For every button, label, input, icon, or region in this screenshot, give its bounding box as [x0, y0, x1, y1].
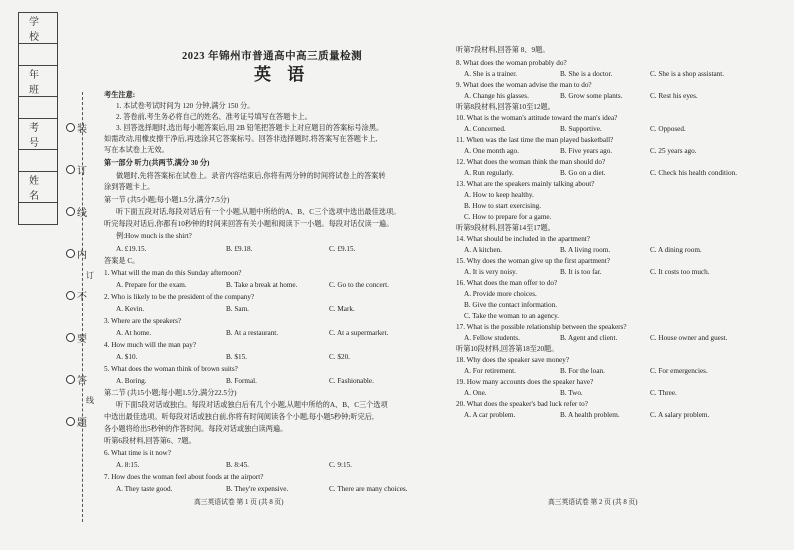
seal-circle-icon [66, 375, 75, 384]
option[interactable]: B. She is a doctor. [560, 70, 613, 78]
option[interactable]: C. $20. [329, 353, 350, 361]
section1-intro-line: 听下面五段对话,每段对话后有一个小题,从题中所给的A、B、C三个选项中选出最佳选项。 [116, 208, 401, 216]
seal-char-ti: 题 [66, 414, 92, 429]
question: 13. What are the speakers mainly talking about? [456, 180, 595, 188]
option[interactable]: C. A salary problem. [650, 411, 710, 419]
line-mark-xian: 线 [86, 396, 94, 405]
option[interactable]: B. Agent and client. [560, 334, 618, 342]
seal-circle-icon [66, 333, 75, 342]
option[interactable]: A. Fellow students. [464, 334, 520, 342]
question: 2. Who is likely to be the president of the company? [104, 293, 255, 301]
option: A. £19.15. [116, 245, 147, 253]
name-field[interactable] [19, 203, 58, 225]
section2-intro-line: 各小题将给出5秒钟的作答时间。每段对话或独白读两遍。 [104, 425, 288, 433]
seal-circle-icon [66, 249, 75, 258]
option[interactable]: A. Kevin. [116, 305, 145, 313]
question: 15. Why does the woman give up the first apartment? [456, 257, 610, 265]
seal-char-xian: 线 [66, 204, 92, 219]
question: 9. What does the woman advise the man to do? [456, 81, 592, 89]
option[interactable]: B. $15. [226, 353, 247, 361]
option[interactable]: C. A dining room. [650, 246, 702, 254]
question: 17. What is the possible relationship between the speakers? [456, 323, 627, 331]
section1-intro-line: 听完每段对话后,你都有10秒钟的时间来回答有关小题和阅读下一小题。每段对话仅读一遍。 [104, 220, 394, 228]
example-question: 例:How much is the shirt? [116, 232, 192, 240]
section1-heading: 第一节 (共5小题;每小题1.5分,满分7.5分) [104, 196, 230, 204]
option[interactable]: C. 9:15. [329, 461, 352, 469]
section2-intro-line: 听第6段材料,回答第6、7题。 [104, 437, 196, 445]
seal-circle-icon [66, 207, 75, 216]
student-info-table [18, 12, 58, 225]
page-2 [448, 0, 778, 550]
option[interactable]: A. $10. [116, 353, 138, 361]
option[interactable]: C. It costs too much. [650, 268, 710, 276]
option[interactable]: B. Go on a diet. [560, 169, 606, 177]
option[interactable]: B. Grow some plants. [560, 92, 623, 100]
option[interactable]: A. She is a trainer. [464, 70, 518, 78]
question: 1. What will the man do this Sunday afternoon? [104, 269, 242, 277]
question: 12. What does the woman think the man should do? [456, 158, 606, 166]
seal-circle-icon [66, 165, 75, 174]
option[interactable]: C. Check his health condition. [650, 169, 738, 177]
page-footer: 高三英语试卷 第 2 页 (共 8 页) [548, 499, 638, 506]
question: 7. How does the woman feel about foods at the airport? [104, 473, 264, 481]
question: 5. What does the woman think of brown suits? [104, 365, 238, 373]
section-lead: 听第8段材料,回答第10至12题。 [456, 103, 555, 111]
seal-char-ding: 订 [66, 162, 92, 177]
option[interactable]: B. Formal. [226, 377, 257, 385]
option[interactable]: A. Run regularly. [464, 169, 514, 177]
option[interactable]: A. A kitchen. [464, 246, 502, 254]
option: B. £9.18. [226, 245, 253, 253]
question: 11. When was the last time the man played basketball? [456, 136, 614, 144]
question: 18. Why does the speaker save money? [456, 356, 570, 364]
option[interactable]: A. For retirement. [464, 367, 516, 375]
option[interactable]: C. 25 years ago. [650, 147, 697, 155]
option[interactable]: C. Go to the concert. [329, 281, 389, 289]
option[interactable]: A. Prepare for the exam. [116, 281, 187, 289]
option[interactable]: B. Five years ago. [560, 147, 613, 155]
option[interactable]: A. One. [464, 389, 487, 397]
question: 14. What should be included in the apartment? [456, 235, 590, 243]
seal-char-zhuang: 装 [66, 120, 92, 135]
option[interactable]: A. A car problem. [464, 411, 516, 419]
seal-circle-icon [66, 291, 75, 300]
school-label: 学 校 [19, 13, 58, 44]
binding-strip [0, 0, 96, 550]
part1-heading: 第一部分 听力(共两节,满分 30 分) [104, 159, 210, 167]
question: 4. How much will the man pay? [104, 341, 197, 349]
section2-heading: 第二节 (共15小题;每小题1.5分,满分22.5分) [104, 389, 237, 397]
question: 6. What time is it now? [104, 449, 171, 457]
page-footer: 高三英语试卷 第 1 页 (共 8 页) [194, 499, 284, 506]
section2-intro-line: 中选出最佳选项。听每段对话或独白前,你将有时间阅读各个小题,每小题5秒钟;听完后, [104, 413, 374, 421]
option[interactable]: C. At a supermarket. [329, 329, 389, 337]
option[interactable]: B. How to start exercising. [464, 202, 542, 210]
option[interactable]: B. Sam. [226, 305, 249, 313]
option[interactable]: B. A health problem. [560, 411, 620, 419]
question: 3. Where are the speakers? [104, 317, 182, 325]
option[interactable]: A. They taste good. [116, 485, 173, 493]
part1-intro-line: 做题时,先将答案标在试卷上。录音内容结束后,你将有两分钟的时间将试卷上的答案转 [116, 172, 386, 180]
option[interactable]: A. At home. [116, 329, 152, 337]
seal-char-yao: 要 [66, 330, 92, 345]
exam-number-label: 考 号 [19, 119, 58, 150]
note-line: 3. 回答选择题时,选出每小题答案后,用 2B 铅笔把答题卡上对应题目的答案标号涂黑。 [116, 124, 384, 132]
option[interactable]: B. Take a break at home. [226, 281, 298, 289]
question: 19. How many accounts does the speaker have? [456, 378, 594, 386]
question: 8. What does the woman probably do? [456, 59, 567, 67]
option[interactable]: B. Supportive. [560, 125, 602, 133]
option[interactable]: B. Give the contact information. [464, 301, 558, 309]
option[interactable]: C. Opposed. [650, 125, 686, 133]
seal-char-nei: 内 [66, 246, 92, 261]
section2-intro-line: 听下面5段对话或独白。每段对话或独白后有几个小题,从题中所给的A、B、C三个选项 [116, 401, 388, 409]
option[interactable]: A. Concerned. [464, 125, 506, 133]
option[interactable]: C. How to prepare for a game. [464, 213, 552, 221]
option[interactable]: A. Boring. [116, 377, 147, 385]
option[interactable]: B. At a restaurant. [226, 329, 279, 337]
option[interactable]: B. It is too far. [560, 268, 602, 276]
exam-title: 2023 年锦州市普通高中高三质量检测 [182, 51, 363, 62]
school-field[interactable] [19, 44, 58, 66]
note-line: 2. 答卷前,考生务必将自己的姓名、准考证号填写在答题卡上。 [116, 113, 312, 121]
option[interactable]: C. House owner and guest. [650, 334, 728, 342]
name-label: 姓 名 [19, 172, 58, 203]
note-line: 如需改动,用橡皮擦干净后,再选涂其它答案标号。回答非选择题时,将答案写在答题卡上, [104, 135, 378, 143]
option[interactable]: C. Take the woman to an agency. [464, 312, 560, 320]
note-line: 写在本试卷上无效。 [104, 146, 169, 154]
seal-dashed-line [82, 92, 83, 522]
note-line: 1. 本试卷考试时间为 120 分钟,满分 150 分。 [116, 102, 255, 110]
example-answer: 答案是 C。 [104, 257, 140, 265]
seal-char-da: 答 [66, 372, 92, 387]
section-lead: 听第7段材料,回答第 8、9题。 [456, 46, 550, 54]
line-mark-ding: 订 [86, 271, 94, 280]
option[interactable]: C. There are many choices. [329, 485, 408, 493]
option[interactable]: B. For the loan. [560, 367, 605, 375]
option[interactable]: B. 8:45. [226, 461, 249, 469]
question: 16. What does the man offer to do? [456, 279, 558, 287]
page-1 [104, 0, 430, 550]
class-field[interactable] [19, 97, 58, 119]
notes-title: 考生注意: [104, 91, 136, 99]
part1-intro-line: 涂到答题卡上。 [104, 183, 155, 191]
option[interactable]: A. 8:15. [116, 461, 140, 469]
exam-number-field[interactable] [19, 150, 58, 172]
class-label: 年 班 [19, 66, 58, 97]
option[interactable]: B. Two. [560, 389, 583, 397]
seal-char-bu: 不 [66, 288, 92, 303]
option[interactable]: A. Provide more choices. [464, 290, 537, 298]
option[interactable]: A. Change his glasses. [464, 92, 529, 100]
option[interactable]: A. How to keep healthy. [464, 191, 534, 199]
question: 20. What does the speaker's bad luck refer to? [456, 400, 588, 408]
option[interactable]: C. For emergencies. [650, 367, 708, 375]
subject-title: 英 语 [254, 65, 311, 84]
option[interactable]: C. Rest his eyes. [650, 92, 698, 100]
seal-circle-icon [66, 417, 75, 426]
section-lead: 听第9段材料,回答第14至17题。 [456, 224, 555, 232]
option: C. £9.15. [329, 245, 356, 253]
option[interactable]: C. She is a shop assistant. [650, 70, 725, 78]
option[interactable]: A. It is very noisy. [464, 268, 518, 276]
option[interactable]: C. Mark. [329, 305, 355, 313]
option[interactable]: B. A living room. [560, 246, 611, 254]
option[interactable]: C. Three. [650, 389, 677, 397]
option[interactable]: A. One month ago. [464, 147, 519, 155]
option[interactable]: C. Fashionable. [329, 377, 374, 385]
section-lead: 听第10段材料,回答第18至20题。 [456, 345, 559, 353]
question: 10. What is the woman's attitude toward the man's idea? [456, 114, 618, 122]
option[interactable]: B. They're expensive. [226, 485, 289, 493]
seal-circle-icon [66, 123, 75, 132]
